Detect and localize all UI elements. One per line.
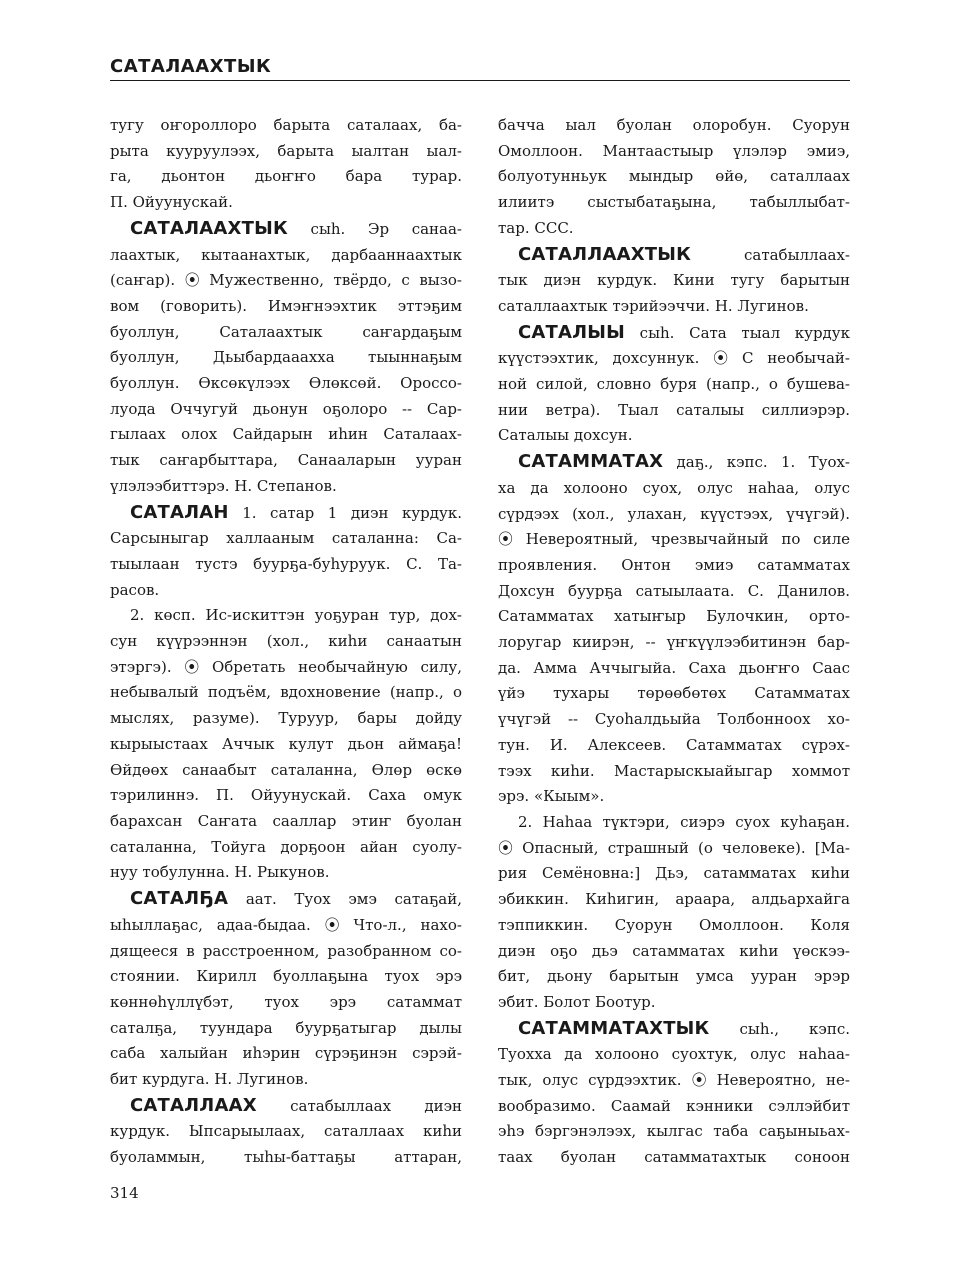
line-text: сүрдээх (хол., улахан, күүстээх, үчүгэй). <box>498 504 850 523</box>
line-text: нуу тобулунна. Н. Рыкунов. <box>110 863 330 882</box>
headword: САТАЛААХТЫК <box>130 217 288 239</box>
line-text: саталҕа, туундара буурҕатыгар дылы <box>110 1018 462 1037</box>
line-text: (саҥар). ⦿ Мужественно, твёрдо, с вызо- <box>110 271 462 290</box>
text-line <box>498 964 850 990</box>
line-text: ⦿ Невероятный, чрезвычайный по силе <box>498 530 850 549</box>
text-line <box>498 113 850 139</box>
line-text: таах буолан сатамматахтык соноон <box>498 1148 850 1167</box>
line-text: 1. сатар 1 диэн курдук. <box>228 503 462 522</box>
left-column <box>110 113 462 1171</box>
line-text: курдук. Ыпсарыылаах, саталлаах киһи <box>110 1122 462 1141</box>
line-text: үлэлээбиттэрэ. Н. Степанов. <box>110 476 337 495</box>
text-line <box>110 603 462 629</box>
line-text: буоламмын, тыһы-баттаҕы аттаран, <box>110 1148 462 1167</box>
line-text: дящееся в расстроенном, разобранном со- <box>110 941 462 960</box>
text-line <box>498 733 850 759</box>
text-line <box>110 860 462 886</box>
headword: САТАЛЛААХТЫК <box>518 243 692 265</box>
line-text: болуотунньук мындыр өйө, саталлаах <box>498 167 850 186</box>
line-text: сун күүрээннэн (хол., киһи санаатын <box>110 632 462 651</box>
line-text: кырыыстаах Аччык кулут дьон аймаҕа! <box>110 734 462 753</box>
text-line <box>498 784 850 810</box>
text-line <box>110 448 462 474</box>
line-text: көннөһүллүбэт, туох эрэ сатаммат <box>110 992 462 1011</box>
text-line <box>110 964 462 990</box>
line-text: лаахтык, кытаанахтык, дарбааннаахтык <box>110 245 462 264</box>
line-text: тар. ССС. <box>498 218 574 237</box>
line-text: рыта кууруулээх, барыта ыалтан ыал- <box>110 141 462 160</box>
text-line <box>498 164 850 190</box>
text-line <box>498 423 850 449</box>
line-text: буоллун. Өксөкүлээх Өлөксөй. Ороссо- <box>110 374 462 393</box>
line-text: буоллун, Саталаахтык саҥардаҕым <box>110 322 462 341</box>
text-line <box>498 939 850 965</box>
text-line <box>110 835 462 861</box>
text-line <box>110 990 462 1016</box>
text-line <box>498 759 850 785</box>
text-line <box>110 164 462 190</box>
text-line <box>110 526 462 552</box>
line-text: мыслях, разуме). Туруур, бары дойду <box>110 709 462 728</box>
line-text: сыһ. Сата тыал курдук <box>625 323 850 342</box>
text-line <box>498 913 850 939</box>
text-line <box>498 1042 850 1068</box>
text-line <box>498 527 850 553</box>
text-line <box>110 113 462 139</box>
header-rule <box>110 80 850 81</box>
text-line <box>498 398 850 424</box>
line-text: бит курдуга. Н. Лугинов. <box>110 1070 309 1089</box>
line-text: саталанна, Тойуга дорҕоон айан суолу- <box>110 837 462 856</box>
text-line <box>110 1067 462 1093</box>
line-text: бачча ыал буолан олоробун. Суорун <box>498 116 850 134</box>
text-line <box>498 836 850 862</box>
line-text: тык, олус сүрдээхтик. ⦿ Невероятно, не- <box>498 1071 850 1090</box>
text-line <box>498 372 850 398</box>
text-line <box>110 190 462 216</box>
headword: САТАММАТАХ <box>518 451 664 473</box>
text-line <box>498 294 850 320</box>
headword: САТАЛАН <box>130 501 229 523</box>
line-text: буоллун, Дьыбардааахха тыыннаҕым <box>110 348 462 367</box>
line-text: ха да холооно суох, олус наһаа, олус <box>498 478 850 497</box>
line-text: тыылаан тустэ буурҕа-буһуруук. С. Та- <box>110 554 462 573</box>
text-line <box>110 243 462 269</box>
line-text: сатабыллаах диэн <box>256 1096 462 1115</box>
text-line <box>498 1094 850 1120</box>
line-text: Дохсун буурҕа сатыылаата. С. Данилов. <box>498 581 850 600</box>
text-line <box>498 449 850 476</box>
line-text: эрэ. «Кыым». <box>498 787 605 806</box>
text-line <box>498 656 850 682</box>
line-text: этэргэ). ⦿ Обретать необычайную силу, <box>110 657 462 676</box>
line-text: вом (говорить). Имэҥнээхтик эттэҕим <box>110 296 462 315</box>
line-text: Саталыы дохсун. <box>498 426 633 445</box>
text-line <box>110 629 462 655</box>
text-line <box>498 320 850 347</box>
text-line <box>110 913 462 939</box>
text-line <box>110 294 462 320</box>
line-text: сатабыллаах- <box>691 245 850 264</box>
text-line <box>498 1068 850 1094</box>
text-line <box>110 139 462 165</box>
text-line <box>498 681 850 707</box>
line-text: күүстээхтик, дохсуннук. ⦿ С необычай- <box>498 349 850 368</box>
line-text: лоругар киирэн, -- үҥкүүлээбитинэн бар- <box>498 633 850 652</box>
text-line <box>110 939 462 965</box>
line-text: тэппиккин. Суорун Омоллоон. Коля <box>498 915 850 934</box>
line-text: илиитэ сыстыбатаҕына, табыллыбат- <box>498 193 850 212</box>
text-line <box>110 783 462 809</box>
text-line <box>498 476 850 502</box>
text-line <box>110 1016 462 1042</box>
line-text: даҕ., кэпс. 1. Туох- <box>663 453 850 472</box>
text-line <box>498 579 850 605</box>
line-text: гылаах олох Сайдарын иһин Саталаах- <box>110 425 462 444</box>
text-line <box>498 887 850 913</box>
line-text: үчүгэй -- Суоһалдьыйа Толбонноох хо- <box>498 710 850 729</box>
text-line <box>498 1016 850 1043</box>
line-text: луода Оччугуй дьонун оҕолоро -- Сар- <box>110 399 462 418</box>
page-number: 314 <box>110 1184 139 1202</box>
right-column <box>498 113 850 1171</box>
line-text: аат. Туох эмэ сатаҕай, <box>228 890 462 909</box>
headword: САТАММАТАХТЫК <box>518 1017 710 1039</box>
line-text: рия Семёновна:] Дьэ, сатамматах киһи <box>498 864 850 883</box>
line-text: Омоллоон. Мантаастыыр үлэлэр эмиэ, <box>498 141 850 160</box>
line-text: да. Амма Аччыгыйа. Саха дьоҥҥо Саас <box>498 658 850 677</box>
text-line <box>110 680 462 706</box>
line-text: проявления. Онтон эмиэ сатамматах <box>498 555 850 574</box>
line-text: саталлаахтык тэрийээччи. Н. Лугинов. <box>498 296 809 315</box>
text-line <box>110 1093 462 1120</box>
line-text: бит, дьону барытын умса ууран эрэр <box>498 967 850 986</box>
text-line <box>498 553 850 579</box>
text-line <box>498 861 850 887</box>
text-line <box>498 707 850 733</box>
line-text: ной силой, словно буря (напр., о бушева- <box>498 375 850 394</box>
line-text: диэн оҕо дьэ сатамматах киһи үөскээ- <box>498 941 850 960</box>
text-line <box>498 810 850 836</box>
line-text: Өйдөөх санаабыт саталанна, Өлөр өскө <box>110 760 462 779</box>
text-line <box>498 268 850 294</box>
text-line <box>110 706 462 732</box>
headword: САТАЛҔА <box>130 888 229 910</box>
headword: САТАЛЛААХ <box>130 1094 257 1116</box>
text-line <box>498 1145 850 1171</box>
text-line <box>110 1119 462 1145</box>
line-text: расов. <box>110 580 160 599</box>
line-text: нии ветра). Тыал саталыы силлиэрэр. <box>498 400 850 419</box>
line-text: Туохха да холооно суохтук, олус наһаа- <box>498 1045 850 1064</box>
line-text: стоянии. Кирилл буоллаҕына туох эрэ <box>110 967 462 986</box>
text-line <box>498 346 850 372</box>
text-line <box>110 371 462 397</box>
text-line <box>110 758 462 784</box>
text-line <box>110 268 462 294</box>
line-text: 2. Наһаа түктэри, сиэрэ суох куһаҕан. <box>518 812 850 831</box>
running-head: САТАЛААХТЫК <box>110 56 272 77</box>
line-text: П. Ойуунускай. <box>110 193 233 212</box>
text-line <box>498 502 850 528</box>
text-line <box>110 809 462 835</box>
line-text: небывалый подъём, вдохновение (напр., о <box>110 683 462 702</box>
text-line <box>110 320 462 346</box>
line-text: тык саҥарбыттара, Санааларын ууран <box>110 451 462 470</box>
text-line <box>110 422 462 448</box>
line-text: Сатамматах хатыҥыр Булочкин, орто- <box>498 607 850 626</box>
line-text: эһэ бэргэнэлээх, кылгас таба саҕыныьах- <box>498 1122 850 1141</box>
line-text: саба халыйан иһэрин сүрэҕинэн сэрэй- <box>110 1044 462 1063</box>
line-text: эбит. Болот Боотур. <box>498 992 656 1011</box>
line-text: эбиккин. Киһигин, араара, алдьархайга <box>498 890 850 909</box>
text-line <box>498 216 850 242</box>
line-text: тэрилиннэ. П. Ойуунускай. Саха омук <box>110 786 462 805</box>
line-text: тээх киһи. Мастарыскыайыгар хоммот <box>498 761 850 780</box>
line-text: тун. И. Алексеев. Сатамматах сүрэх- <box>498 735 850 754</box>
text-line <box>110 345 462 371</box>
text-line <box>110 655 462 681</box>
line-text: ⦿ Опасный, страшный (о человеке). [Ма- <box>498 838 850 857</box>
text-line <box>110 732 462 758</box>
text-line <box>110 474 462 500</box>
line-text: вообразимо. Саамай кэнники сэллэйбит <box>498 1096 850 1115</box>
line-text: сыһ., кэпс. <box>709 1019 850 1038</box>
text-line <box>498 604 850 630</box>
text-line <box>498 139 850 165</box>
line-text: Сарсыныгар халлааным саталанна: Са- <box>110 529 462 548</box>
text-line <box>498 990 850 1016</box>
line-text: сыһ. Эр санаа- <box>287 219 462 238</box>
text-line <box>110 216 462 243</box>
line-text: тугу оҥороллоро барыта саталаах, ба- <box>110 116 462 134</box>
line-text: үйэ тухары төрөөбөтөх Сатамматах <box>498 684 850 703</box>
line-text: тык диэн курдук. Кини тугу барытын <box>498 271 850 290</box>
text-line <box>110 886 462 913</box>
text-line <box>110 578 462 604</box>
line-text: га, дьонтон дьоҥҥо бара турар. <box>110 167 462 186</box>
text-line <box>110 1145 462 1171</box>
line-text: барахсан Саҥата сааллар этиҥ буолан <box>110 811 462 830</box>
text-line <box>110 500 462 527</box>
headword: САТАЛЫЫ <box>518 321 626 343</box>
text-line <box>110 552 462 578</box>
text-line <box>498 242 850 269</box>
text-line <box>498 1119 850 1145</box>
line-text: ыһыллаҕас, адаа-быдаа. ⦿ Что-л., нахо- <box>110 915 462 934</box>
text-line <box>110 397 462 423</box>
text-line <box>498 630 850 656</box>
text-line <box>110 1041 462 1067</box>
line-text: 2. көсп. Ис-искиттэн уоҕуран тур, дох- <box>130 606 462 625</box>
text-line <box>498 190 850 216</box>
